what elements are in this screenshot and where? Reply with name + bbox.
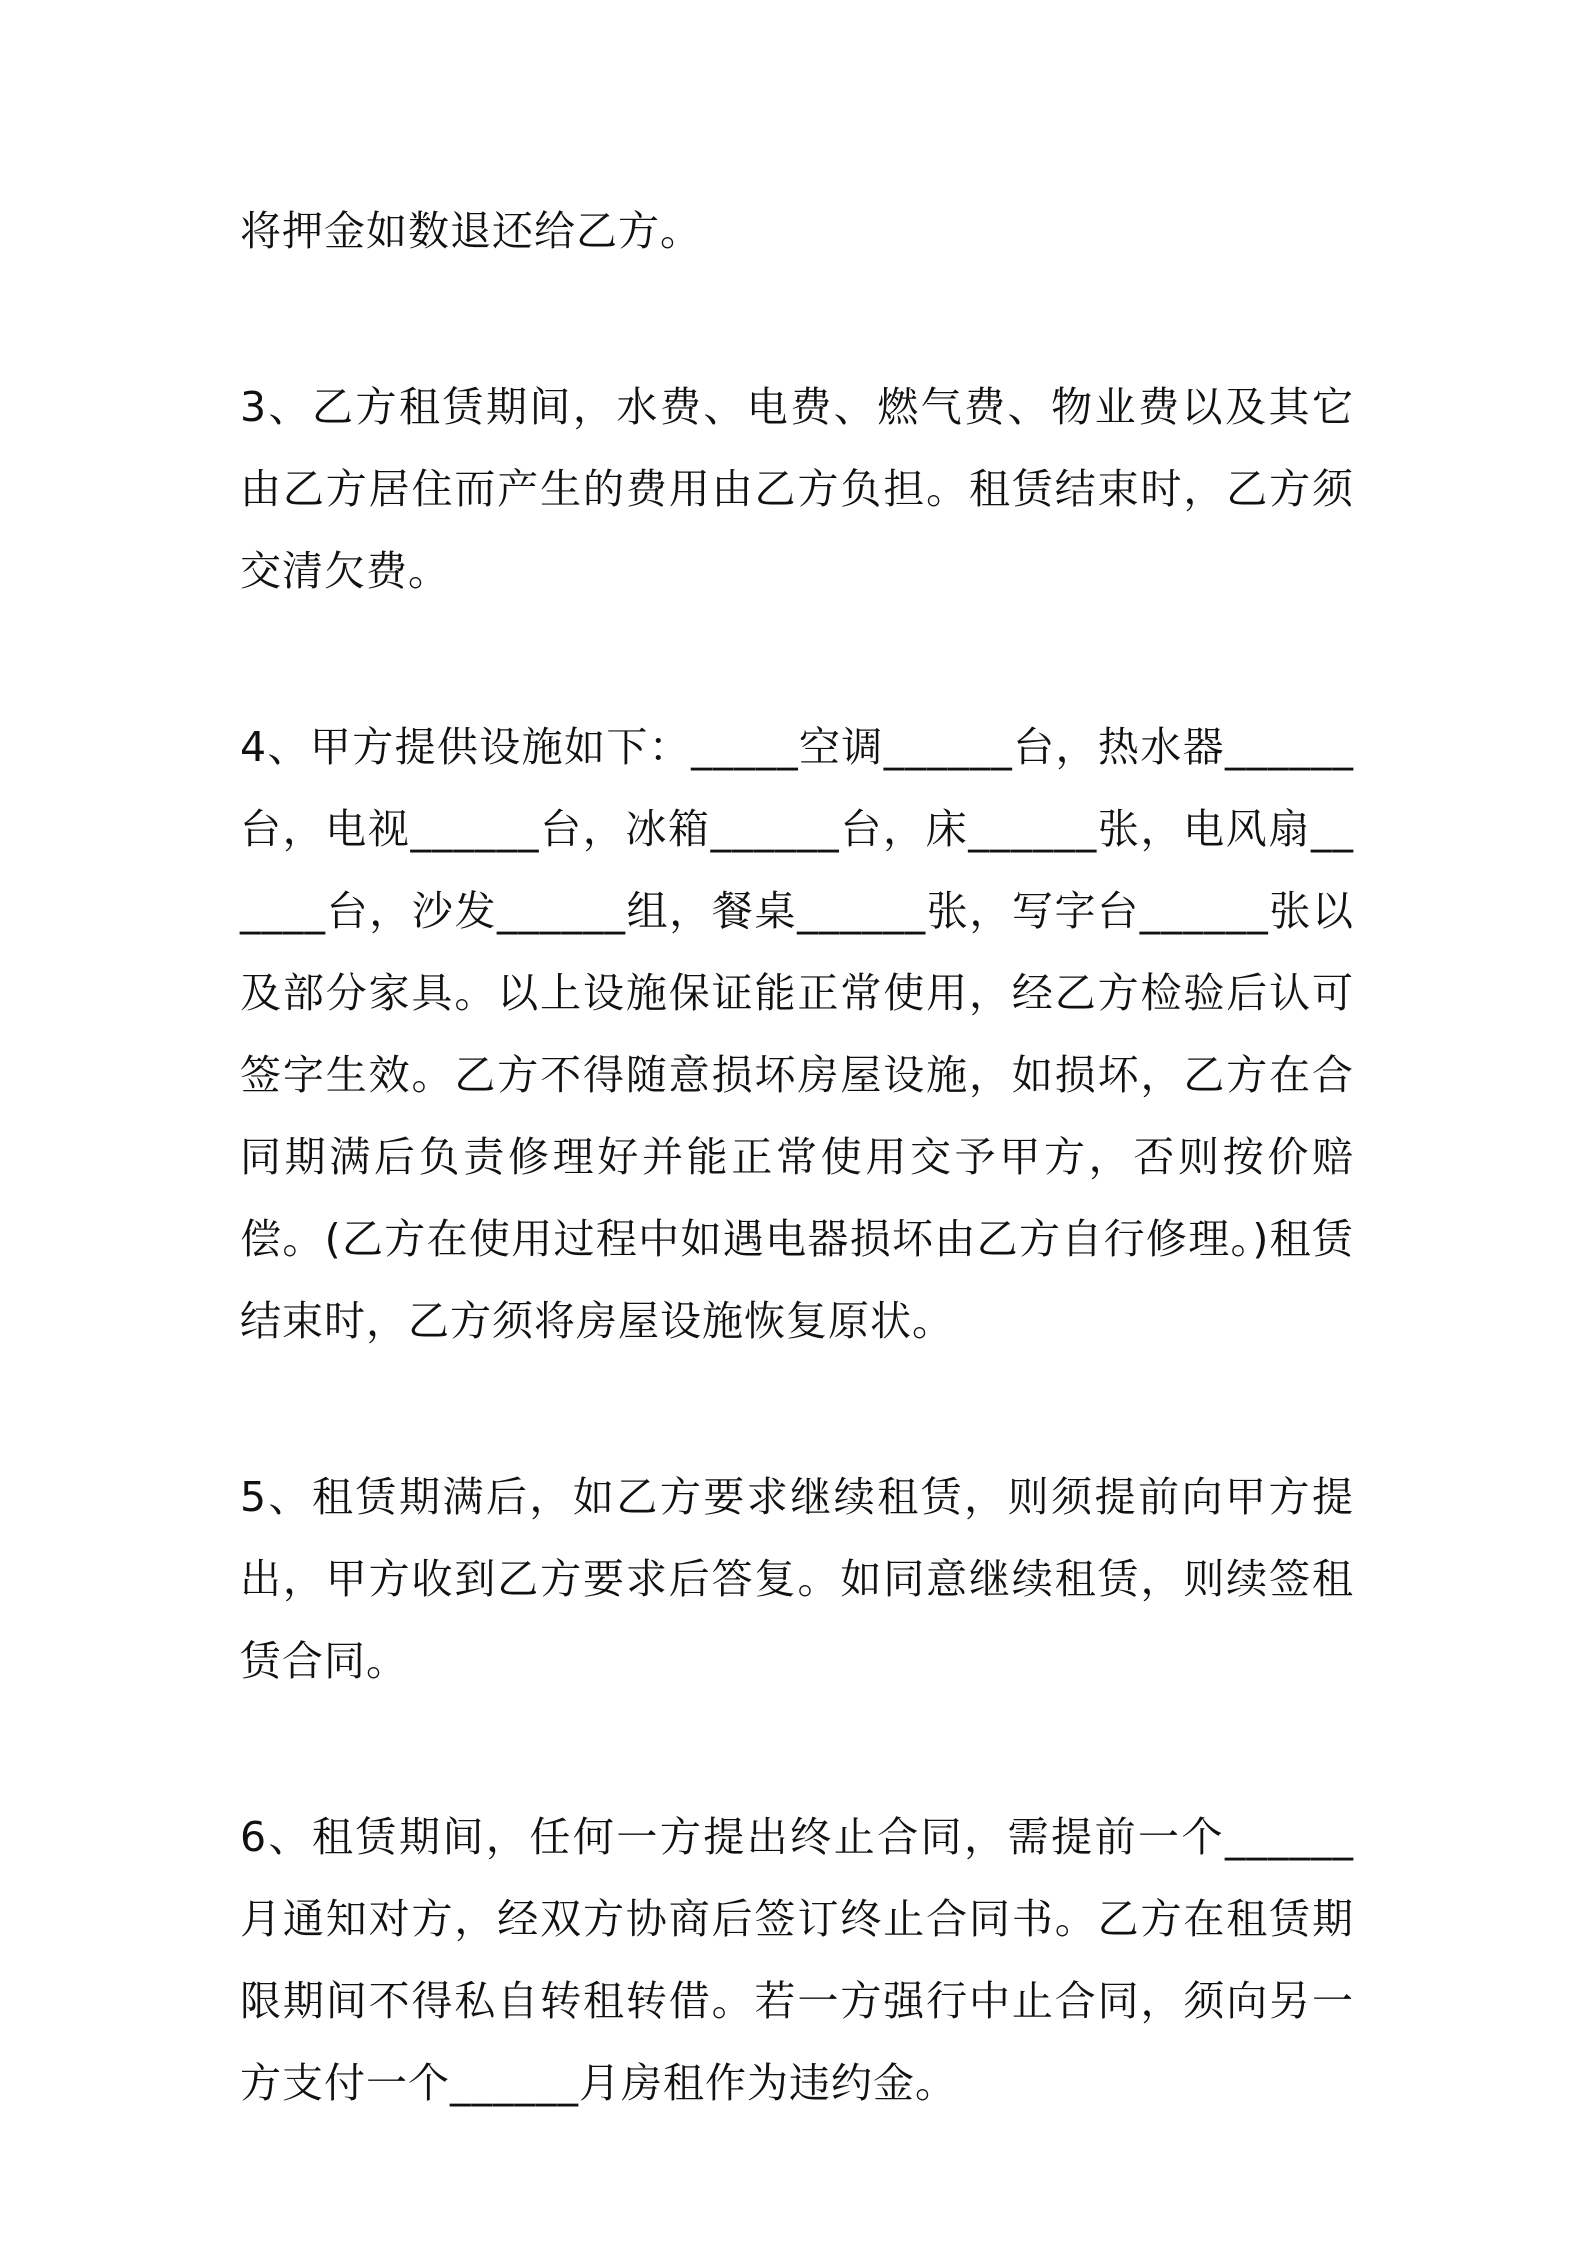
paragraph-clause-5: 5、租赁期满后，如乙方要求继续租赁，则须提前向甲方提出，甲方收到乙方要求后答复。如同意继续租赁，则续签租赁合同。 bbox=[240, 1473, 1354, 1685]
paragraph-clause-3: 3、乙方租赁期间，水费、电费、燃气费、物业费以及其它由乙方居住而产生的费用由乙方负担。租赁结束时，乙方须交清欠费。 bbox=[240, 383, 1354, 595]
paragraph-deposit-return: 将押金如数退还给乙方。 bbox=[240, 207, 702, 255]
paragraph-clause-4: 4、甲方提供设施如下：_____空调______台，热水器______台，电视______台，冰箱______台，床______张，电风扇______台，沙发______组，餐桌______张，写字台______张以及部分家具。以上设施保证能正常使用，经乙方检验后认可签字生效。乙方不得随意损坏房屋设施，如损坏，乙方在合同期满后负责修理好并能正常使用交予甲方，否则按价赔偿。(乙方在使用过程中如遇电器损坏由乙方自行修理。)租赁结束时，乙方须将房屋设施恢复原状。 bbox=[240, 723, 1354, 1345]
paragraph-clause-6: 6、租赁期间，任何一方提出终止合同，需提前一个______月通知对方，经双方协商后签订终止合同书。乙方在租赁期限期间不得私自转租转借。若一方强行中止合同，须向另一方支付一个______月房租作为违约金。 bbox=[240, 1813, 1354, 2107]
contract-body bbox=[240, 190, 1354, 2124]
